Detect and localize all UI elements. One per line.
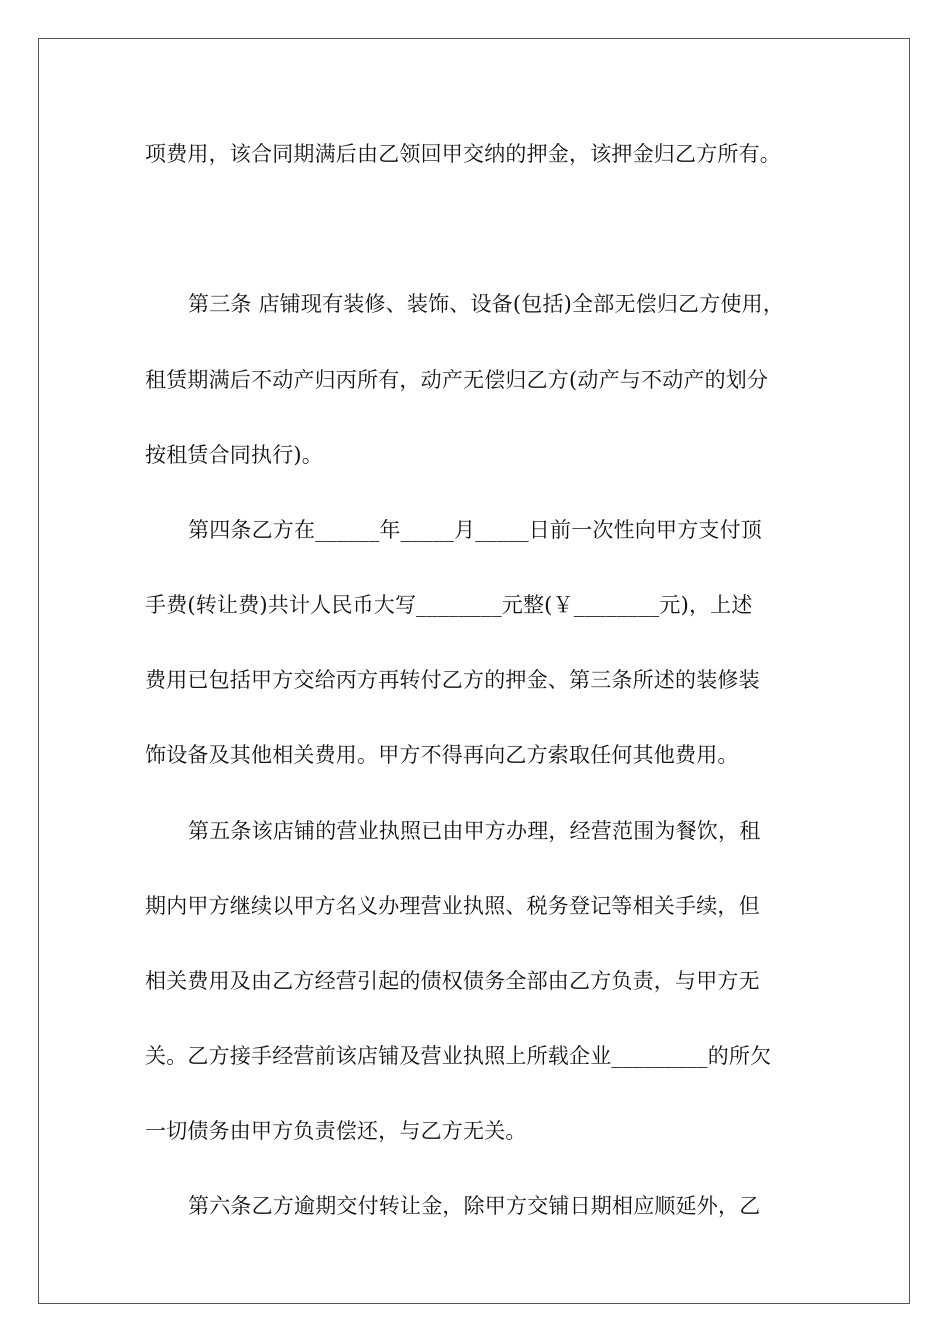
text-line: 相关费用及由乙方经营引起的债权债务全部由乙方负责，与甲方无 xyxy=(145,969,760,993)
text-line: 项费用，该合同期满后由乙领回甲交纳的押金，该押金归乙方所有。 xyxy=(145,142,781,166)
text-line: 期内甲方继续以甲方名义办理营业执照、税务登记等相关手续，但 xyxy=(145,894,760,918)
text-line: 按租赁合同执行)。 xyxy=(145,443,323,467)
text-line: 饰设备及其他相关费用。甲方不得再向乙方索取任何其他费用。 xyxy=(145,743,739,767)
article-3-heading-line: 第三条 店铺现有装修、装饰、设备(包括)全部无偿归乙方使用， xyxy=(188,292,785,316)
text-line: 一切债务由甲方负责偿还，与乙方无关。 xyxy=(145,1119,527,1143)
article-4-heading-line: 第四条乙方在______年_____月_____日前一次性向甲方支付顶 xyxy=(188,518,762,542)
text-line: 关。乙方接手经营前该店铺及营业执照上所载企业_________的所欠 xyxy=(145,1044,772,1068)
text-line: 费用已包括甲方交给丙方再转付乙方的押金、第三条所述的装修装 xyxy=(145,668,760,692)
article-6-heading-line: 第六条乙方逾期交付转让金，除甲方交铺日期相应顺延外，乙 xyxy=(188,1194,761,1218)
text-line: 手费(转让费)共计人民币大写________元整(￥________元)，上述 xyxy=(145,593,753,617)
article-5-heading-line: 第五条该店铺的营业执照已由甲方办理，经营范围为餐饮，租 xyxy=(188,819,761,843)
text-line: 租赁期满后不动产归丙所有，动产无偿归乙方(动产与不动产的划分 xyxy=(145,368,769,392)
